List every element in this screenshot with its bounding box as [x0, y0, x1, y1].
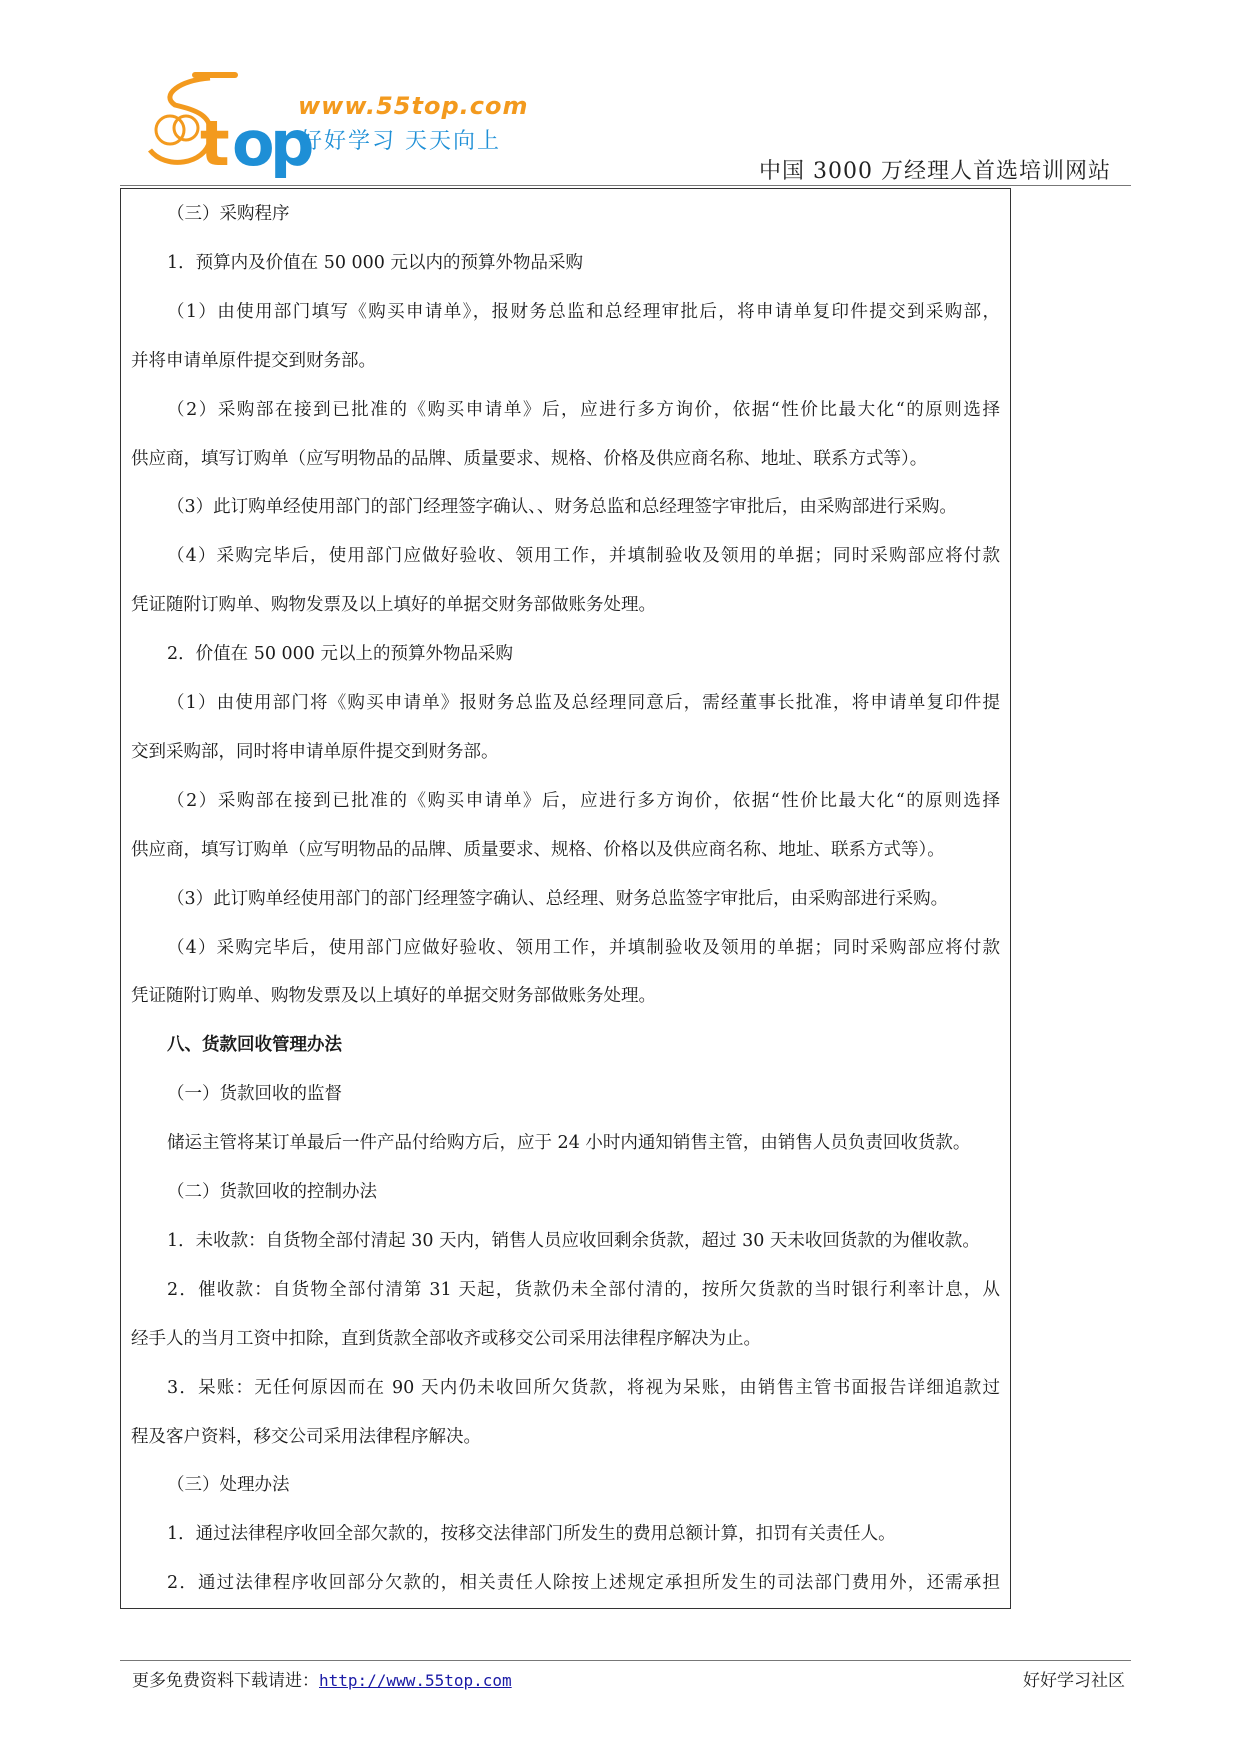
text-line: 2．价值在 50 000 元以上的预算外物品采购 — [167, 644, 513, 665]
text-line: 2．通过法律程序收回部分欠款的，相关责任人除按上述规定承担所发生的司法部门费用外，还需承担 — [167, 1573, 1000, 1594]
text-line: （一）货款回收的监督 — [167, 1084, 342, 1105]
logo-url-text: www.55top.com — [298, 92, 529, 120]
text-line: （2）采购部在接到已批准的《购买申请单》后，应进行多方询价，依据“性价比最大化“的原则选择 — [167, 790, 1000, 811]
text-line: 交到采购部，同时将申请单原件提交到财务部。 — [131, 741, 499, 762]
footer-community: 好好学习社区 — [1023, 1671, 1125, 1691]
text-line: 程及客户资料，移交公司采用法律程序解决。 — [131, 1426, 481, 1447]
text-line: 供应商，填写订购单（应写明物品的品牌、质量要求、规格、价格及供应商名称、地址、联系方式等）。 — [131, 448, 928, 469]
text-line: （3）此订购单经使用部门的部门经理签字确认、总经理、财务总监签字审批后，由采购部进行采购。 — [167, 888, 949, 909]
text-line: （3）此订购单经使用部门的部门经理签字确认、、财务总监和总经理签字审批后，由采购部进行采购。 — [167, 497, 957, 518]
text-line: 并将申请单原件提交到财务部。 — [131, 350, 376, 371]
footer-divider — [120, 1660, 1131, 1661]
footer-download-note — [132, 1666, 512, 1691]
svg-text:o: o — [232, 107, 275, 180]
text-line: （4）采购完毕后，使用部门应做好验收、领用工作，并填制验收及领用的单据；同时采购部应将付款 — [167, 937, 1000, 958]
svg-text:t: t — [200, 107, 230, 180]
text-line: 3．呆账：无任何原因而在 90 天内仍未收回所欠货款，将视为呆账，由销售主管书面报告详细追款过 — [167, 1377, 1000, 1398]
text-line: （三）采购程序 — [167, 204, 290, 224]
logo-slogan: 好好学习 天天向上 — [300, 129, 501, 154]
text-line: 2．催收款：自货物全部付清第 31 天起，货款仍未全部付清的，按所欠货款的当时银行利率计息，从 — [167, 1279, 1000, 1300]
page-header — [0, 0, 1241, 190]
text-line: 1．通过法律程序收回全部欠款的，按移交法律部门所发生的费用总额计算，扣罚有关责任人。 — [167, 1524, 896, 1545]
text-line: 1．预算内及价值在 50 000 元以内的预算外物品采购 — [167, 252, 583, 273]
text-line: （三）处理办法 — [167, 1475, 290, 1496]
header-divider — [120, 185, 1131, 186]
footer-label: 更多免费资料下载请进： — [132, 1671, 319, 1691]
text-line: 供应商，填写订购单（应写明物品的品牌、质量要求、规格、价格以及供应商名称、地址、联系方式等）。 — [131, 839, 945, 860]
text-line: 储运主管将某订单最后一件产品付给购方后，应于 24 小时内通知销售主管，由销售人员负责回收货款。 — [167, 1133, 971, 1154]
footer-link[interactable]: http://www.55top.com — [319, 1671, 512, 1690]
text-line: （1）由使用部门将《购买申请单》报财务总监及总经理同意后，需经董事长批准，将申请单复印件提 — [167, 693, 1000, 713]
text-line: （2）采购部在接到已批准的《购买申请单》后，应进行多方询价，依据“性价比最大化“的原则选择 — [167, 399, 1000, 420]
text-line: 1．未收款：自货物全部付清起 30 天内，销售人员应收回剩余货款，超过 30 天未收回货款的为催收款。 — [167, 1230, 980, 1251]
header-tagline: 中国 3000 万经理人首选培训网站 — [759, 159, 1111, 184]
text-line: （二）货款回收的控制办法 — [167, 1182, 377, 1202]
text-line: （1）由使用部门填写《购买申请单》，报财务总监和总经理审批后，将申请单复印件提交到采购部， — [167, 301, 1000, 322]
text-line: 经手人的当月工资中扣除，直到货款全部收齐或移交公司采用法律程序解决为止。 — [131, 1328, 761, 1349]
text-line: 凭证随附订购单、购物发票及以上填好的单据交财务部做账务处理。 — [131, 986, 656, 1007]
text-line: （4）采购完毕后，使用部门应做好验收、领用工作，并填制验收及领用的单据；同时采购部应将付款 — [167, 546, 1000, 567]
content-frame — [120, 188, 1011, 1609]
section-heading: 八、货款回收管理办法 — [167, 1035, 342, 1056]
svg-text:p: p — [270, 107, 315, 180]
text-line: 凭证随附订购单、购物发票及以上填好的单据交财务部做账务处理。 — [131, 595, 656, 616]
